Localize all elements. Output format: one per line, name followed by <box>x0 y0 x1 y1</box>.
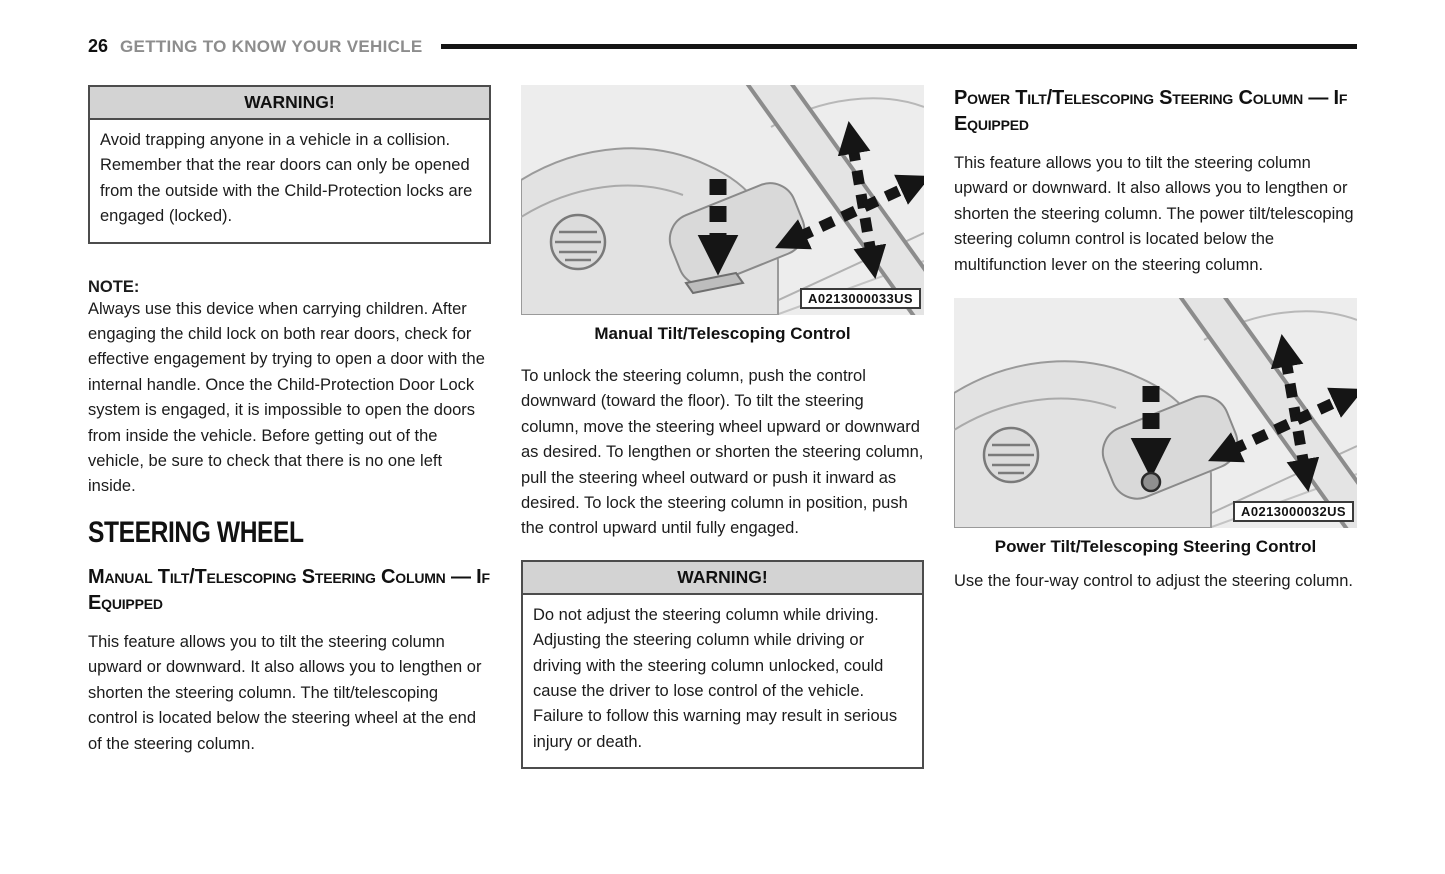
figure-caption-power: Power Tilt/Telescoping Steering Control <box>994 537 1317 557</box>
figure-code-label: A0213000032US <box>1233 501 1354 522</box>
power-tilt-paragraph: This feature allows you to tilt the steering column upward or downward. It also allows you to lengthen or shorten the steering column. The power tilt/telescoping steering column control is located below the multifunction lever on the steering column. <box>954 154 1354 274</box>
header-rule <box>441 44 1358 49</box>
subsection-heading-power-tilt: Power Tilt/Telescoping Steering Column — If Equipped <box>954 87 1348 135</box>
page-header <box>88 36 1357 57</box>
steering-column-illustration <box>954 298 1357 528</box>
subsection-heading-manual-tilt: Manual Tilt/Telescoping Steering Column — If Equipped <box>88 565 490 614</box>
air-vent-icon <box>551 215 605 269</box>
note-label: NOTE: <box>88 277 140 296</box>
four-way-control-paragraph: Use the four-way control to adjust the steering column. <box>954 572 1353 591</box>
steering-column-illustration <box>521 85 924 315</box>
control-knob-icon <box>1142 473 1160 491</box>
left-column <box>88 85 491 769</box>
warning-body: Avoid trapping anyone in a vehicle in a collision. Remember that the rear doors can only be opened from the outside with the Child-Protection locks are engaged (locked). <box>100 131 473 226</box>
content-columns <box>88 85 1357 769</box>
warning-title: WARNING! <box>90 87 489 120</box>
middle-column <box>521 85 924 769</box>
unlock-steering-paragraph: To unlock the steering column, push the control downward (toward the floor). To tilt the steering column, move the steering wheel upward or downward as desired. To lengthen or shorten the steering column, pull the steering wheel outward or push it inward as desired. To lock the steering column in position, push the control upward until fully engaged. <box>521 367 924 538</box>
figure-caption-manual: Manual Tilt/Telescoping Control <box>594 324 851 343</box>
figure-power-tilt-control <box>954 298 1357 528</box>
manual-tilt-paragraph: This feature allows you to tilt the steering column upward or downward. It also allows you to lengthen or shorten the steering column. The tilt/telescoping control is located below the steering wheel at the end of the steering column. <box>88 632 482 753</box>
figure-manual-tilt-control <box>521 85 924 315</box>
figure-code-label: A0213000033US <box>800 288 921 309</box>
warning-body: Do not adjust the steering column while driving. Adjusting the steering column while driving or driving with the steering column unlocked, could cause the driver to lose control of the vehicle. Failure to follow this warning may result in serious injury or death. <box>533 605 898 751</box>
right-column <box>954 85 1357 769</box>
note-body: Always use this device when carrying children. After engaging the child lock on both rear doors, check for effective engagement by trying to open a door with the internal handle. Once the Child-Protection Door Lock system is engaged, it is impossible to open the doors from inside the vehicle. Before getting out of the vehicle, be sure to check that there is no one left inside. <box>88 299 485 496</box>
page-number: 26 <box>88 36 109 56</box>
air-vent-icon <box>984 428 1038 482</box>
section-heading-steering-wheel: STEERING WHEEL <box>88 515 304 549</box>
warning-title: WARNING! <box>523 562 922 595</box>
warning-box-steering-adjust <box>521 560 924 769</box>
chapter-title: GETTING TO KNOW YOUR VEHICLE <box>120 36 423 56</box>
warning-box-child-lock <box>88 85 491 244</box>
